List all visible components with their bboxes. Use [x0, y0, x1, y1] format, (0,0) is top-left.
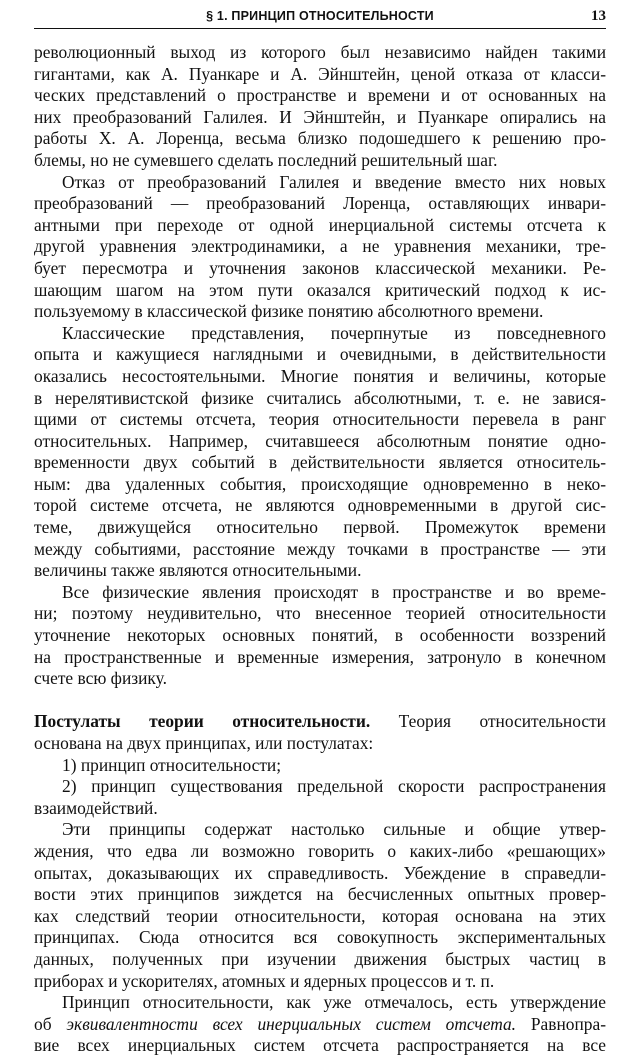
text-line: Принцип относительности, как уже отмечалось, есть утверждение	[62, 992, 606, 1013]
text-line: счете всю физику.	[34, 668, 167, 689]
section-spacer	[34, 690, 606, 712]
text-line: Отказ от преобразований Галилея и введение вместо них новых	[62, 171, 606, 192]
text-line: пользуемому в классической физике понятию абсолютного времени.	[34, 301, 544, 322]
text-line: на пространственные и временные измерения, затронуло в конечном	[34, 646, 606, 667]
text-line: принципах. Сюда относится вся совокупность экспериментальных	[34, 927, 606, 948]
text-line: оказались несостоятельными. Многие понятия и величины, которые	[34, 365, 606, 386]
text-line: антными при переходе от одной инерциальной системы отсчета к	[34, 214, 606, 235]
body-text	[34, 42, 606, 1057]
text-line: революционный выход из которого был независимо найден такими	[34, 42, 606, 62]
section-heading: Постулаты теории относительности.	[34, 711, 371, 732]
text-line: опыта и кажущиеся наглядными и очевидными, в действительности	[34, 344, 606, 365]
text-line: величины также являются относительными.	[34, 560, 362, 581]
text-line: относительных. Например, считавшееся абсолютным понятие одно-	[34, 430, 606, 451]
paragraph	[34, 323, 606, 582]
running-head	[34, 6, 606, 29]
text-line: теме, движущейся относительно первой. Промежуток времени	[34, 517, 606, 538]
text-line: временности двух событий в действительности является относитель-	[34, 452, 606, 473]
text-line: ждения, что едва ли возможно говорить о каких-либо «решающих»	[34, 840, 606, 861]
text-line: основана на двух принципах, или постулатах:	[34, 733, 374, 753]
text-line: между событиями, расстояние между точками в пространстве — эти	[34, 538, 606, 559]
text-line: них преобразований Галилея. И Эйнштейн, и Пуанкаре опирались на	[34, 106, 606, 127]
text-line: торой системе отсчета, не являются одновременными в другой сис-	[34, 495, 606, 516]
section-postulates	[34, 711, 606, 819]
text-line: опытах, доказывающих их справедливость. Убеждение в справедли-	[34, 862, 606, 883]
text-line: Все физические явления происходят в пространстве и во време-	[62, 581, 606, 602]
list-item: 1) принцип относительности;	[62, 754, 282, 775]
text-run: Равнопра-	[516, 1013, 606, 1034]
text-line: ни; поэтому неудивительно, что внесенное теорией относительности	[34, 603, 606, 624]
paragraph	[34, 992, 606, 1057]
text-line	[34, 1014, 606, 1036]
paragraph	[34, 42, 606, 172]
italic-term: эквивалентности всех инерциальных систем отсчета.	[66, 1013, 517, 1034]
paragraph	[34, 172, 606, 323]
text-line: другой уравнения электродинамики, а не уравнения механики, тре-	[34, 236, 606, 257]
text-line: шающим шагом на этом пути оказался критический подход к ис-	[34, 279, 606, 300]
paragraph	[34, 819, 606, 992]
list-item: 2) принцип существования предельной скорости распространения	[62, 776, 606, 797]
running-title: § 1. ПРИНЦИП ОТНОСИТЕЛЬНОСТИ	[206, 9, 434, 23]
text-line	[34, 711, 606, 733]
text-line: данных, полученных при изучении движения быстрых частиц в	[34, 948, 606, 969]
text-line: вие всех инерциальных систем отсчета распространяется на все	[34, 1035, 606, 1056]
text-line: ках следствий теории относительности, которая основана на этих	[34, 905, 606, 926]
text-line: взаимодействий.	[34, 797, 158, 818]
text-run: Теория относительности	[370, 711, 606, 732]
text-line: бует пересмотра и уточнения законов классической механики. Ре-	[34, 257, 606, 278]
text-line: Эти принципы содержат настолько сильные и общие утвер-	[62, 819, 606, 840]
text-line: ным: два удаленных события, происходящие одновременно в неко-	[34, 473, 606, 494]
text-line: в нерелятивистской физике считались абсолютными, т. е. не завися-	[34, 387, 606, 408]
paragraph	[34, 582, 606, 690]
text-line: уточнение некоторых основных понятий, в особенности воззрений	[34, 625, 606, 646]
text-line: вости этих принципов зиждется на бесчисленных опытных провер-	[34, 884, 606, 905]
text-line: гигантами, как А. Пуанкаре и А. Эйнштейн, ценой отказа от класси-	[34, 63, 606, 84]
text-line: преобразований — преобразований Лоренца, оставляющих инвари-	[34, 193, 606, 214]
text-line: ческих представлений о пространстве и времени и от основанных на	[34, 85, 606, 106]
text-run: об	[34, 1013, 67, 1034]
text-line: щими от системы отсчета, теория относительности перевела в ранг	[34, 409, 606, 430]
text-line: Классические представления, почерпнутые из повседневного	[62, 322, 606, 343]
text-line: работы Х. А. Лоренца, весьма близко подошедшего к решению про-	[34, 128, 606, 149]
text-line: блемы, но не сумевшего сделать последний решительный шаг.	[34, 149, 498, 170]
page-number: 13	[591, 8, 606, 24]
text-line: приборах и ускорителях, атомных и ядерных процессов и т. п.	[34, 970, 495, 991]
